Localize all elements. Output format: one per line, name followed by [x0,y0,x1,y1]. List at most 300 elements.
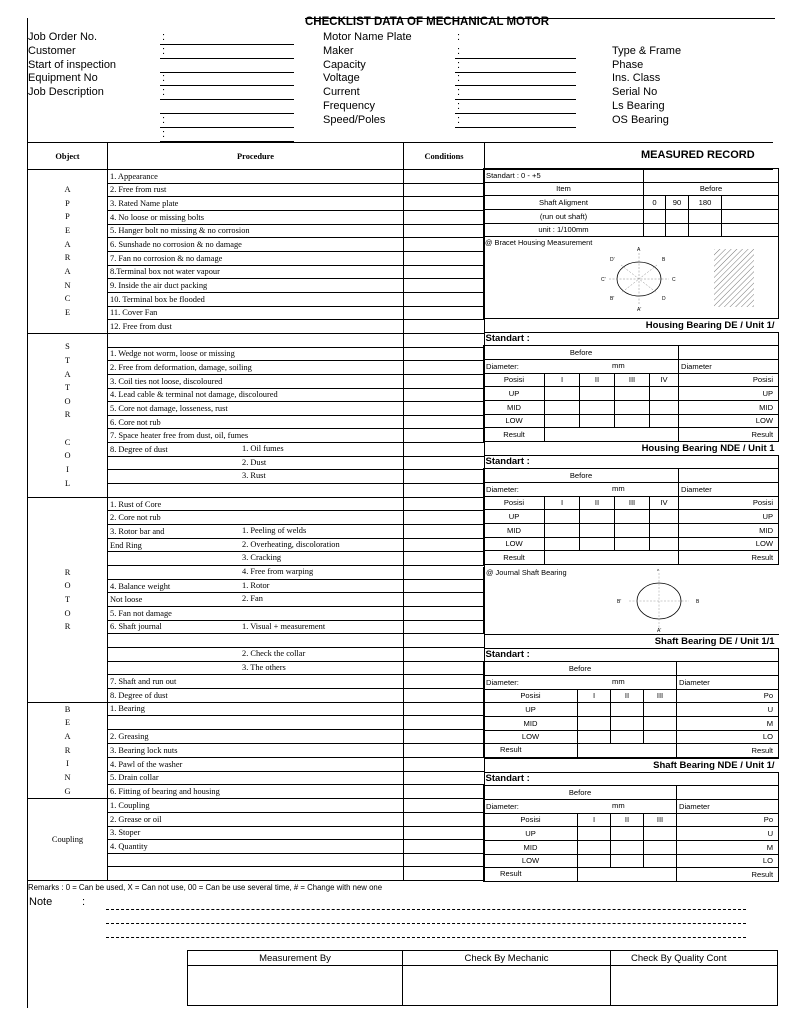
object-letter: A [64,731,71,741]
measure-cell[interactable] [650,537,679,551]
procedure-cell [108,661,404,675]
header-middle-field[interactable] [455,113,576,114]
condition-cell[interactable] [404,675,485,689]
procedure-cell [108,867,404,881]
header-left-label: Job Order No. [28,31,98,43]
measure-cell[interactable] [611,703,644,717]
measure-cell[interactable] [650,523,679,537]
object-letter: R [64,410,71,420]
measure-cell[interactable] [611,840,644,854]
object-letter: R [64,253,71,263]
measure-cell[interactable] [611,716,644,730]
header-left-colon: : [162,127,166,140]
header-middle-field[interactable] [455,58,576,59]
housing-nde-title: Housing Bearing NDE / Unit 1 [484,442,779,456]
procedure-text: 2. Greasing [110,732,149,742]
procedure-cell [108,511,404,525]
procedure-cell [108,265,404,279]
procedure-text: 2. Free from deformation, damage, soiling [110,363,252,373]
measure-cell[interactable] [722,223,779,237]
procedure-text: 6. Fitting of bearing and housing [110,787,220,797]
measure-cell[interactable] [545,510,580,524]
diameter2-label: Diameter [679,359,779,373]
remarks: Remarks : 0 = Can be used, X = Can not use, 00 = Can be use several time, # = Change with new one [28,883,383,892]
object-letter: A [64,239,71,249]
procedure-text: 3. Rated Name plate [110,199,179,209]
condition-cell[interactable] [404,607,485,621]
condition-cell[interactable] [404,251,485,265]
note-line-1 [106,909,746,910]
measure-cell[interactable] [644,223,666,237]
measure-cell[interactable] [677,786,779,800]
procedure-text: 8. Degree of dust [110,690,168,700]
shaft-alignment: Shaft Aligment [484,196,644,210]
procedure-subitem: 3. The others [242,662,286,672]
procedure-text: 5. Hanger bolt no missing & no corrosion [110,226,250,236]
condition-cell[interactable] [404,702,485,716]
measure-cell[interactable] [644,854,677,868]
measure-cell[interactable] [666,223,689,237]
object-letter: B [64,704,71,714]
runout-unit: unit : 1/100mm [484,223,644,237]
procedure-cell [108,566,404,580]
measure-cell[interactable] [644,703,677,717]
journal-shaft-cell [483,567,778,634]
procedure-cell [108,456,404,470]
procedure-text: 4. Pawl of the washer [110,759,183,769]
measure-cell[interactable] [615,523,650,537]
header-middle-field[interactable] [455,72,576,73]
header-middle-label: Frequency [323,100,375,112]
object-letter: G [64,786,71,796]
measure-cell[interactable] [679,346,779,360]
object-letter: A [64,369,71,379]
measure-cell[interactable] [644,730,677,744]
condition-cell[interactable] [404,826,485,840]
posisi-label: Posisi [484,813,578,827]
procedure-text: 6. Core not rub [110,417,161,427]
procedure-cell [108,183,404,197]
measure-cell[interactable] [545,414,580,428]
procedure-cell [108,688,404,702]
svg-text:C': C' [601,277,606,284]
object-letter: O [64,608,71,618]
roman-2: III [644,689,677,703]
procedure-cell [108,593,404,607]
measured-record-title: MEASURED RECORD [641,149,755,161]
sig-measurement-box[interactable] [188,966,403,1006]
row-cut: U [677,703,779,717]
procedure-cell [108,812,404,826]
sig-mechanic-label: Check By Mechanic [403,951,611,966]
measure-table [483,168,779,319]
object-rotor [28,497,108,702]
posisi-label: Posisi [484,496,545,510]
condition-cell[interactable] [404,730,485,744]
col-object-header: Object [28,143,108,170]
measure-cell[interactable] [689,223,722,237]
procedure-text: End Ring [110,540,142,550]
measure-cell[interactable] [650,400,679,414]
measure-cell[interactable] [578,854,611,868]
condition-cell[interactable] [404,771,485,785]
diameter-label: Diameter: [486,801,519,811]
measure-cell[interactable] [578,703,611,717]
condition-cell[interactable] [404,197,485,211]
measure-cell[interactable] [580,510,615,524]
object-letter: P [65,198,70,208]
procedure-cell [108,620,404,634]
measure-cell[interactable] [615,400,650,414]
measure-cell[interactable] [578,730,611,744]
procedure-text: 6. Shaft journal [110,622,162,632]
header-left-colon: : [162,113,166,126]
before-label: Before [484,346,679,360]
condition-cell[interactable] [404,525,485,539]
header-middle-colon: : [457,86,461,99]
procedure-subitem: 2. Overheating, discoloration [242,539,340,549]
object-letter: L [64,478,71,488]
header-left-field[interactable] [160,113,294,114]
header-middle-label: Current [323,86,360,99]
procedure-cell [108,279,404,293]
procedure-text: 2. Free from rust [110,185,167,195]
roman-1: II [611,689,644,703]
header-left-field[interactable] [160,44,294,45]
condition-cell[interactable] [404,456,485,470]
condition-cell[interactable] [404,361,485,375]
procedure-cell [108,525,404,539]
diameter-label: Diameter: [486,484,519,494]
standart-label: Standart : [484,772,779,786]
procedure-subitem: 3. Cracking [242,553,282,563]
measure-cell[interactable] [689,209,722,223]
condition-cell[interactable] [404,415,485,429]
condition-cell[interactable] [404,183,485,197]
condition-cell[interactable] [404,484,485,498]
procedure-text: 1. Rust of Core [110,499,162,509]
condition-cell[interactable] [404,593,485,607]
condition-cell[interactable] [404,566,485,580]
runout-before: Before [644,182,779,196]
row2-result: Result [679,551,779,565]
condition-cell[interactable] [404,579,485,593]
roman-2: III [615,373,650,387]
measure-table [483,758,779,882]
condition-cell[interactable] [404,170,485,184]
procedure-cell [108,826,404,840]
posisi-cut: Po [677,689,779,703]
header-middle-colon: : [457,44,461,57]
object-letter: E [64,308,71,318]
posisi-label: Posisi [484,689,578,703]
measure-cell[interactable] [679,469,779,483]
procedure-text: 1. Bearing [110,704,145,714]
mm-label: mm [612,360,625,370]
measure-cell[interactable] [578,716,611,730]
procedure-text: 10. Terminal box be flooded [110,294,205,304]
measure-cell[interactable] [580,387,615,401]
measure-cell[interactable] [644,827,677,841]
header-left-field[interactable] [160,127,294,128]
object-bearing [28,702,108,799]
svg-text:^: ^ [657,569,660,575]
measure-table [483,634,779,758]
object-letter: S [65,342,70,352]
procedure-text: 2. Core not rub [110,513,161,523]
procedure-text: 3. Bearing lock nuts [110,745,178,755]
condition-cell[interactable] [404,799,485,813]
condition-cell[interactable] [404,867,485,881]
header-middle-colon: : [457,31,461,43]
result-label: Result [500,745,522,755]
note-label: Note [29,896,53,908]
header-middle-field[interactable] [455,99,576,100]
condition-cell[interactable] [404,374,485,388]
svg-text:B': B' [617,599,622,605]
row-up: UP [484,387,545,401]
condition-cell[interactable] [404,812,485,826]
row2-low: LOW [679,414,779,428]
procedure-text: 7. Space heater free from dust, oil, fumes [110,431,249,441]
measure-cell[interactable] [650,387,679,401]
measure-cell[interactable] [611,730,644,744]
header-middle-label: Capacity [323,58,366,71]
header-middle-label: Speed/Poles [323,113,386,126]
measure-cell[interactable] [545,400,580,414]
procedure-text: Not loose [110,595,143,605]
condition-cell[interactable] [404,388,485,402]
procedure-cell [108,374,404,388]
measure-cell[interactable] [611,827,644,841]
procedure-text: 3. Coil ties not loose, discoloured [110,376,223,386]
header-middle-field[interactable] [455,127,576,128]
procedure-cell [108,388,404,402]
procedure-cell [108,702,404,716]
page-title: CHECKLIST DATA OF MECHANICAL MOTOR [305,16,550,28]
procedure-cell [108,197,404,211]
procedure-cell [108,730,404,744]
measure-cell[interactable] [580,400,615,414]
measure-cell[interactable] [545,537,580,551]
measure-cell[interactable] [650,414,679,428]
object-letter: I [66,465,69,475]
sig-quality-label: Check By Quality Cont [611,951,778,966]
result-label: Result [500,869,522,879]
row-low: LOW [484,537,545,551]
condition-cell[interactable] [404,853,485,867]
condition-cell[interactable] [404,511,485,525]
checklist-table [27,142,485,881]
measure-cell[interactable] [666,209,689,223]
sig-measurement-label: Measurement By [188,951,403,966]
roman-1: II [611,813,644,827]
condition-cell[interactable] [404,443,485,457]
measure-cell[interactable] [580,414,615,428]
condition-cell[interactable] [404,306,485,320]
table-row [28,799,485,813]
table-row [28,497,485,511]
deg-180: 180 [689,196,722,210]
procedure-cell [108,224,404,238]
condition-cell[interactable] [404,647,485,661]
before-label: Before [484,786,677,800]
header-left-field[interactable] [160,99,294,100]
condition-cell[interactable] [404,688,485,702]
procedure-cell [108,785,404,799]
measure-cell[interactable] [578,840,611,854]
condition-cell[interactable] [404,210,485,224]
shaft-nde-title: Shaft Bearing NDE / Unit 1/ [484,759,779,773]
condition-cell[interactable] [404,620,485,634]
object-letter: R [64,622,71,632]
row-label: UP [484,703,578,717]
row-label: MID [484,840,578,854]
header-middle-colon: : [457,58,461,71]
procedure-cell [108,320,404,334]
condition-cell[interactable] [404,238,485,252]
row-cut: U [677,827,779,841]
procedure-text: 4. Lead cable & terminal not damage, discoloured [110,390,278,400]
procedure-cell [108,443,404,457]
procedure-subitem: 1. Peeling of welds [242,526,307,536]
condition-cell[interactable] [404,265,485,279]
col-conditions-header: Conditions [404,143,485,170]
condition-cell[interactable] [404,743,485,757]
procedure-text: 4. No loose or missing bolts [110,212,204,222]
procedure-subitem: 2. Dust [242,457,267,467]
roman-2: III [615,496,650,510]
object-letter: R [64,745,71,755]
procedure-cell [108,743,404,757]
diameter-cell [484,799,677,813]
condition-cell[interactable] [404,279,485,293]
measure-cell[interactable] [615,387,650,401]
measure-cell[interactable] [578,827,611,841]
procedure-cell [108,497,404,511]
condition-cell[interactable] [404,333,485,347]
procedure-text: 3. Rotor bar and [110,526,165,536]
condition-cell[interactable] [404,429,485,443]
note-colon: : [82,896,86,908]
header-left-colon: : [162,44,166,57]
mm-label: mm [612,676,625,686]
measure-cell[interactable] [722,209,779,223]
procedure-cell [108,484,404,498]
object-letter: A [64,185,71,195]
measure-cell[interactable] [545,523,580,537]
measure-cell[interactable] [580,537,615,551]
measure-cell[interactable] [644,840,677,854]
object-appearance [28,170,108,334]
roman-3: IV [650,496,679,510]
header-left-colon: : [162,72,166,85]
roman-1: II [580,496,615,510]
standart-label: Standart : [484,455,779,469]
condition-cell[interactable] [404,552,485,566]
measure-cell[interactable] [545,428,679,442]
posisi-label: Posisi [484,373,545,387]
signature-table [187,950,778,1006]
condition-cell[interactable] [404,497,485,511]
measure-cell[interactable] [722,196,779,210]
measure-cell[interactable] [677,662,779,676]
condition-cell[interactable] [404,840,485,854]
measure-cell[interactable] [615,414,650,428]
header-left-field[interactable] [160,58,294,59]
condition-cell[interactable] [404,320,485,334]
condition-cell[interactable] [404,716,485,730]
procedure-text: 1. Coupling [110,801,150,811]
measure-cell[interactable] [644,209,666,223]
condition-cell[interactable] [404,634,485,648]
condition-cell[interactable] [404,538,485,552]
header-right-label: Ls Bearing [612,100,665,112]
condition-cell[interactable] [404,470,485,484]
runout-item: Item [484,182,644,196]
header-middle-field[interactable] [455,85,576,86]
header-right-label: Ins. Class [612,72,661,85]
diameter-cell [484,675,677,689]
measure-cell[interactable] [611,854,644,868]
measure-cell[interactable] [615,510,650,524]
row-mid: MID [484,523,545,537]
object-letter: C [64,294,71,304]
measure-cell[interactable] [644,716,677,730]
sig-quality-box[interactable] [611,966,778,1006]
procedure-cell [108,429,404,443]
row2-result: Result [677,744,779,758]
row2-result: Result [677,868,779,882]
measure-table [483,441,779,565]
procedure-cell [108,361,404,375]
svg-text:B: B [662,257,666,264]
sig-mechanic-box[interactable] [403,966,611,1006]
measure-cell[interactable] [644,169,779,183]
condition-cell[interactable] [404,292,485,306]
row-label: LOW [484,854,578,868]
measure-cell[interactable] [578,744,677,758]
header-left-field[interactable] [160,72,294,73]
measure-cell[interactable] [650,510,679,524]
procedure-cell [108,552,404,566]
procedure-cell [108,415,404,429]
condition-cell[interactable] [404,785,485,799]
condition-cell[interactable] [404,661,485,675]
object-letter: O [64,581,71,591]
row-up: UP [484,510,545,524]
condition-cell[interactable] [404,757,485,771]
row-result [484,744,578,758]
procedure-text: 7. Shaft and run out [110,677,177,687]
measure-cell[interactable] [615,537,650,551]
condition-cell[interactable] [404,402,485,416]
measure-cell[interactable] [580,523,615,537]
measure-cell[interactable] [545,387,580,401]
measure-cell[interactable] [545,551,679,565]
bracet-housing-label: @ Bracet Housing Measurement [485,238,593,248]
object-letter: O [64,451,71,461]
header-left-colon: : [162,86,166,99]
procedure-text: 3. Stoper [110,828,141,838]
header-left-field[interactable] [160,85,294,86]
procedure-cell [108,210,404,224]
standart-label: Standart : [484,648,779,662]
condition-cell[interactable] [404,224,485,238]
header-right-label: Serial No [612,86,658,99]
condition-cell[interactable] [404,347,485,361]
measure-cell[interactable] [578,868,677,882]
